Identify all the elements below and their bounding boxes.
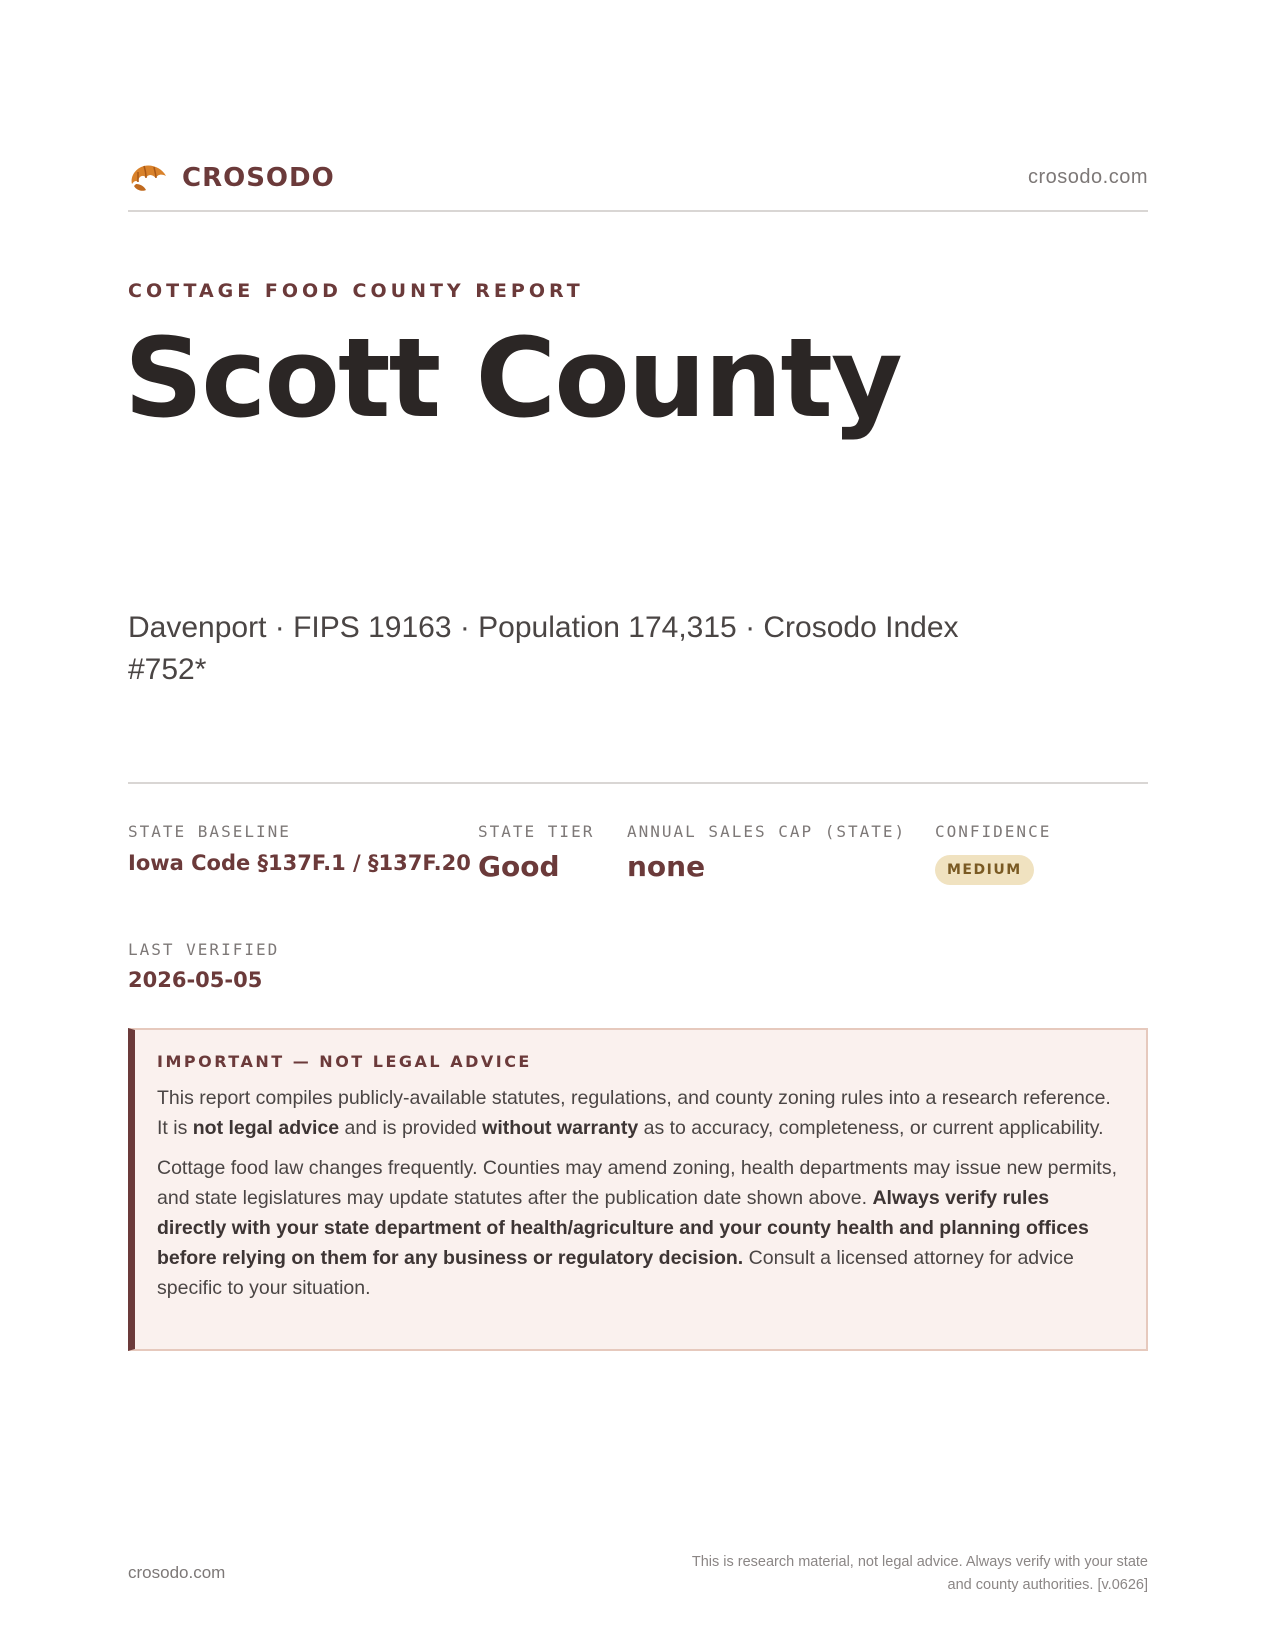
report-kicker: COTTAGE FOOD COUNTY REPORT	[128, 280, 584, 302]
page-title: Scott County	[124, 314, 901, 442]
state-tier-value: Good	[478, 850, 560, 883]
last-verified-label: LAST VERIFIED	[128, 940, 280, 959]
confidence-label: CONFIDENCE	[935, 822, 1052, 841]
sales-cap-value: none	[627, 850, 706, 883]
brand[interactable]	[128, 160, 335, 196]
report-page	[124, 0, 1148, 1650]
notice-emphasis: without warranty	[482, 1117, 639, 1139]
footer-site-link[interactable]: crosodo.com	[128, 1563, 226, 1582]
last-verified-value: 2026-05-05	[128, 968, 263, 992]
notice-paragraph-1	[157, 1083, 1120, 1143]
footer-disclaimer	[628, 1551, 1148, 1597]
legal-notice	[128, 1028, 1148, 1351]
state-baseline-value: Iowa Code §137F.1 / §137F.20	[128, 851, 471, 875]
notice-text: Consult a licensed attorney for advice specific to your situation.	[157, 1247, 1074, 1299]
notice-title: IMPORTANT — NOT LEGAL ADVICE	[157, 1052, 532, 1071]
notice-text: and is provided	[339, 1117, 483, 1139]
site-link[interactable]: crosodo.com	[1028, 166, 1148, 188]
notice-text: as to accuracy, completeness, or current applicability.	[638, 1117, 1104, 1139]
state-tier-label: STATE TIER	[478, 822, 595, 841]
state-baseline-label: STATE BASELINE	[128, 822, 291, 841]
brand-name: CROSODO	[182, 163, 335, 193]
notice-text: Cottage food law changes frequently. Counties may amend zoning, health departments may issue new permits, and state legislatures may update statutes after the publication date shown above.	[157, 1157, 1117, 1209]
notice-emphasis: not legal advice	[192, 1117, 340, 1139]
croissant-icon	[128, 160, 168, 196]
notice-emphasis: Always verify rules directly with your state department of health/agriculture and your county health and planning offices before relying on them for any business or regulatory decision.	[157, 1187, 1089, 1269]
section-divider	[128, 782, 1148, 784]
confidence-badge: MEDIUM	[935, 855, 1034, 885]
notice-paragraph-2	[157, 1153, 1120, 1303]
page-header	[128, 160, 1148, 212]
notice-text: This report compiles publicly-available statutes, regulations, and county zoning rules into a research reference. It is	[157, 1087, 1111, 1139]
footer-disclaimer-line: and county authorities. [v.0626]	[947, 1577, 1148, 1593]
county-subline: Davenport · FIPS 19163 · Population 174,315 · Crosodo Index #752*	[128, 611, 959, 686]
footer-disclaimer-line: This is research material, not legal advice. Always verify with your state	[691, 1554, 1148, 1570]
sales-cap-label: ANNUAL SALES CAP (STATE)	[627, 822, 907, 841]
